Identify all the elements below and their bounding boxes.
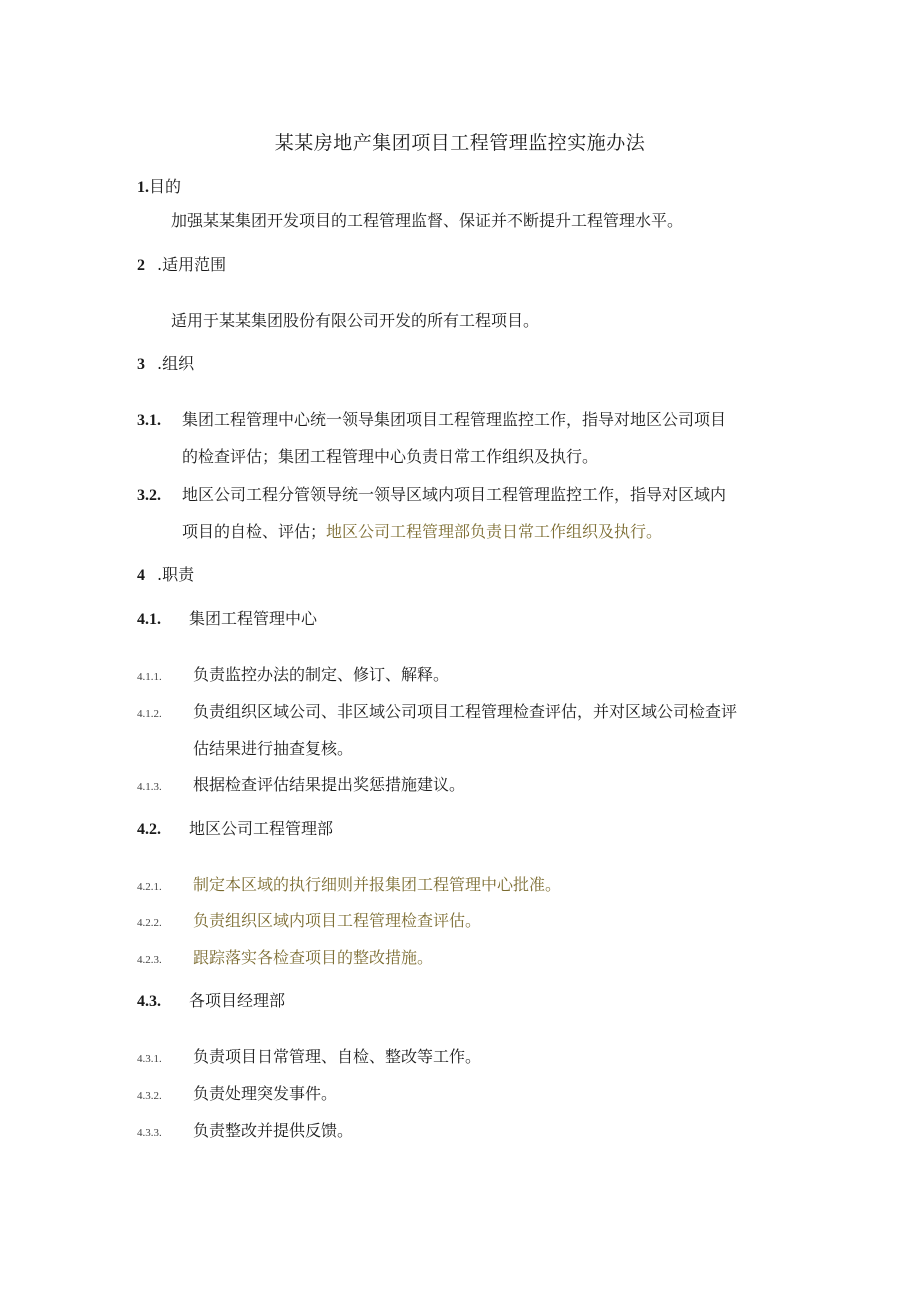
subsection-4-1-heading: [137, 608, 317, 631]
section-2-heading: [137, 254, 226, 277]
item-number: 3.2.: [137, 487, 161, 504]
item-text: 根据检查评估结果提出奖惩措施建议。: [193, 775, 466, 794]
item-4-2-3: [137, 947, 433, 971]
item-3-1-line2: 的检查评估；集团工程管理中心负责日常工作组织及执行。: [182, 447, 599, 466]
item-3-2-line1: [137, 484, 726, 507]
item-number: 4.2.1.: [137, 881, 162, 893]
item-number: 4.2.3.: [137, 954, 162, 966]
item-text: 负责组织区域公司、非区域公司项目工程管理检查评估，并对区域公司检查评: [193, 702, 738, 721]
item-4-2-2: [137, 910, 481, 934]
subsection-4-2-heading: [137, 818, 333, 841]
item-3-1-line1: [137, 409, 726, 432]
document-title: 某某房地产集团项目工程管理监控实施办法: [274, 132, 646, 154]
item-number: 4.1.1.: [137, 671, 162, 683]
item-text: 集团工程管理中心统一领导集团项目工程管理监控工作，指导对地区公司项目: [182, 410, 727, 429]
item-4-3-3: [137, 1120, 353, 1144]
item-text: 项目的自检、评估；: [182, 522, 327, 541]
section-title: .适用范围: [157, 255, 227, 274]
item-4-3-1: [137, 1046, 481, 1070]
item-number: 4.3.2.: [137, 1090, 162, 1102]
item-4-3-2: [137, 1083, 337, 1107]
item-number: 4.2.2.: [137, 917, 162, 929]
section-number: 2: [137, 257, 145, 274]
item-4-1-2-line2: 估结果进行抽查复核。: [193, 739, 354, 758]
section-1-text: 加强某某集团开发项目的工程管理监督、保证并不断提升工程管理水平。: [171, 211, 684, 230]
item-4-1-1: [137, 664, 449, 688]
item-number: 4.1.3.: [137, 781, 162, 793]
section-title: .职责: [157, 565, 195, 584]
section-2-text: 适用于某某集团股份有限公司开发的所有工程项目。: [171, 311, 540, 330]
section-1-heading: [137, 176, 181, 199]
subsection-number: 4.3.: [137, 993, 161, 1010]
section-number: 4: [137, 567, 145, 584]
item-text: 负责项目日常管理、自检、整改等工作。: [193, 1047, 482, 1066]
item-4-1-2-line1: [137, 701, 737, 725]
item-number: 4.1.2.: [137, 708, 162, 720]
item-text: 跟踪落实各检查项目的整改措施。: [193, 948, 434, 967]
section-title: 目的: [149, 177, 182, 196]
section-number: 1.: [137, 179, 149, 196]
item-number: 3.1.: [137, 412, 161, 429]
item-text: 负责处理突发事件。: [193, 1084, 338, 1103]
item-number: 4.3.3.: [137, 1127, 162, 1139]
item-text-highlight: 地区公司工程管理部负责日常工作组织及执行。: [326, 522, 663, 541]
item-text: 制定本区域的执行细则并报集团工程管理中心批准。: [193, 875, 562, 894]
subsection-4-3-heading: [137, 990, 285, 1013]
subsection-title: 集团工程管理中心: [189, 609, 318, 628]
subsection-title: 地区公司工程管理部: [189, 819, 334, 838]
item-text: 负责监控办法的制定、修订、解释。: [193, 665, 450, 684]
item-text: 负责整改并提供反馈。: [193, 1121, 354, 1140]
section-4-heading: [137, 564, 194, 587]
section-title: .组织: [157, 354, 195, 373]
item-number: 4.3.1.: [137, 1053, 162, 1065]
item-4-1-3: [137, 774, 465, 798]
section-3-heading: [137, 353, 194, 376]
item-3-2-line2: [182, 521, 662, 543]
subsection-number: 4.1.: [137, 611, 161, 628]
item-4-2-1: [137, 874, 561, 898]
item-text: 地区公司工程分管领导统一领导区域内项目工程管理监控工作，指导对区域内: [182, 485, 727, 504]
item-text: 负责组织区域内项目工程管理检查评估。: [193, 911, 482, 930]
subsection-number: 4.2.: [137, 821, 161, 838]
subsection-title: 各项目经理部: [189, 991, 286, 1010]
section-number: 3: [137, 356, 145, 373]
